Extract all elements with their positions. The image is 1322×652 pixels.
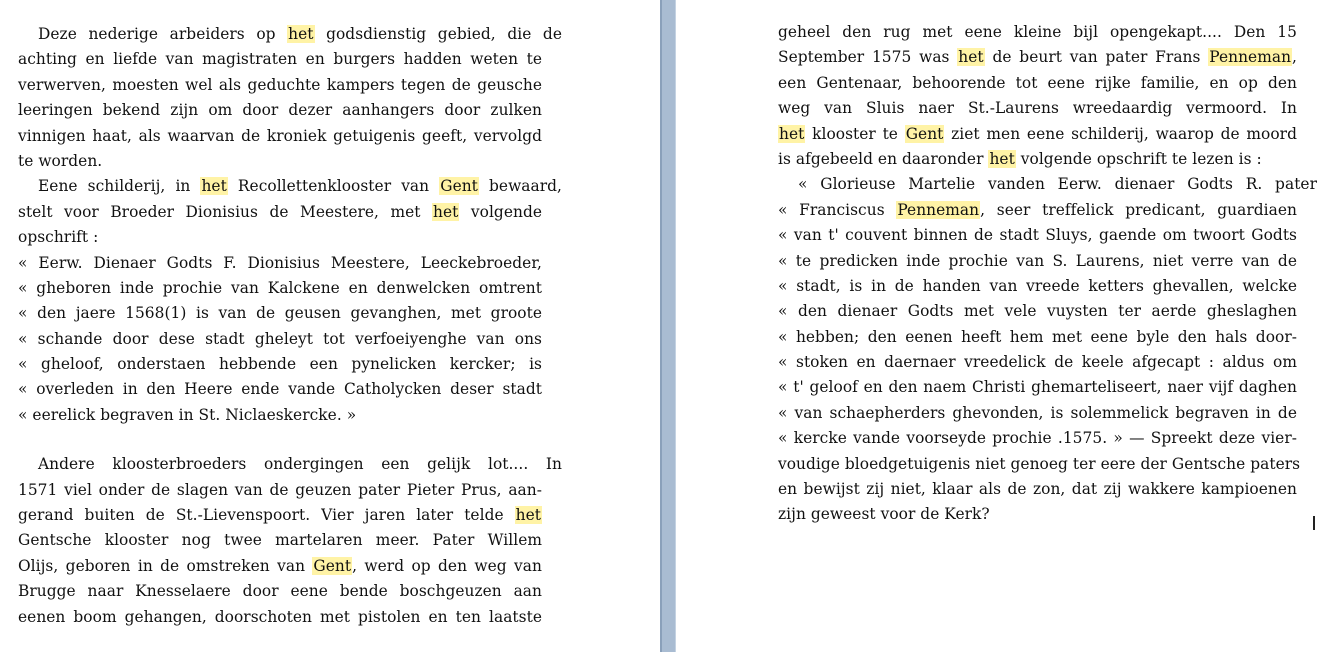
right-page-text-line: [778, 502, 1297, 527]
search-highlight: het: [201, 177, 227, 196]
text-segment: opschrift :: [18, 228, 99, 247]
text-segment: « den jaere 1568(1) is van de geusen gevanghen, met groote: [18, 304, 542, 323]
text-segment: , seer treffelick predicant, guardiaen: [980, 200, 1297, 219]
right-page-text-line: [778, 223, 1297, 248]
right-page-text-line: [778, 20, 1297, 45]
right-page-text-line: [778, 401, 1297, 426]
left-page-text-line: [18, 251, 542, 276]
right-page-text-line: [778, 274, 1297, 299]
text-segment: te worden.: [18, 151, 103, 170]
right-page-text-line: [778, 299, 1297, 324]
right-page-text-line: [778, 375, 1297, 400]
left-page-text-line: [18, 554, 542, 579]
left-page-text-line: [18, 225, 542, 250]
search-highlight: Gent: [905, 124, 944, 143]
left-page-text-line: [18, 452, 562, 477]
page-divider[interactable]: [660, 0, 676, 652]
search-highlight: Gent: [440, 177, 478, 196]
right-page-text-line: [778, 452, 1301, 477]
text-segment: weg van Sluis naer St.-Laurens wreedaardig vermoord. In: [778, 99, 1297, 118]
text-segment: « stadt, is in de handen van vreede ketters ghevallen, welcke: [778, 276, 1297, 295]
right-page-text-line: [778, 350, 1297, 375]
search-highlight: het: [779, 124, 805, 143]
right-page-text-line: [778, 426, 1297, 451]
text-segment: eenen boom gehangen, doorschoten met pistolen en ten laatste: [18, 607, 542, 626]
text-segment: , werd op den weg van: [352, 556, 542, 575]
text-segment: gerand buiten de St.-Lievenspoort. Vier jaren later telde: [18, 506, 515, 525]
left-page-text-line: [18, 124, 542, 149]
right-page-text-line: [778, 71, 1297, 96]
text-segment: voudige bloedgetuigenis niet genoeg ter eere der Gentsche paters: [778, 454, 1301, 473]
text-segment: leeringen bekend zijn om door dezer aanhangers door zulken: [18, 101, 542, 120]
left-page-text-line: [18, 98, 542, 123]
text-segment: ziet men eene schilderij, waarop de moord: [944, 124, 1297, 143]
left-page-text-line: [18, 403, 542, 428]
text-segment: « van t' couvent binnen de stadt Sluys, gaende om twoort Godts: [778, 226, 1297, 245]
text-segment: September 1575 was: [778, 48, 958, 67]
text-segment: « hebben; den eenen heeft hem met eene byle den hals door-: [778, 327, 1297, 346]
text-segment: stelt voor Broeder Dionisius de Meestere, met: [18, 202, 433, 221]
text-segment: geheel den rug met eene kleine bijl opengekapt.... Den 15: [778, 23, 1297, 41]
search-highlight: het: [433, 202, 459, 221]
right-page-text-line: [778, 122, 1297, 147]
text-segment: Eene schilderij, in: [38, 177, 201, 196]
left-page-text-line: [18, 47, 542, 72]
left-page-text-line: [18, 327, 542, 352]
text-segment: « Glorieuse Martelie vanden Eerw. dienaer Godts R. pater: [798, 175, 1317, 194]
text-segment: Recollettenklooster van: [227, 177, 440, 196]
left-page-text-line: [18, 579, 542, 604]
text-segment: klooster te: [805, 124, 905, 143]
text-segment: « gheboren inde prochie van Kalckene en denwelcken omtrent: [18, 278, 542, 297]
right-page-text-line: [778, 249, 1297, 274]
right-page-text-line: [778, 477, 1297, 502]
left-page-text-line: [18, 377, 542, 402]
text-segment: Andere kloosterbroeders ondergingen een gelijk lot.... In: [38, 455, 562, 474]
text-segment: « Franciscus: [778, 200, 897, 219]
text-segment: « stoken en daernaer vreedelick de keele afgecapt : aldus om: [778, 353, 1297, 372]
paragraph-gap: [18, 428, 660, 452]
text-segment: volgende opschrift te lezen is :: [1015, 149, 1262, 168]
text-segment: godsdienstig gebied, die de: [314, 25, 562, 43]
text-segment: « kercke vande voorseyde prochie .1575. » — Spreekt deze vier-: [778, 429, 1297, 448]
right-page-text-line: [778, 198, 1297, 223]
text-segment: vinnigen haat, als waarvan de kroniek getuigenis geeft, vervolgd: [18, 126, 542, 145]
text-segment: zijn geweest voor de Kerk?: [778, 505, 990, 524]
left-page-text-line: [18, 605, 542, 630]
left-page-text-line: [18, 478, 542, 503]
left-page-text-line: [18, 352, 542, 377]
right-page-text-line: [778, 45, 1297, 70]
text-segment: « schande door dese stadt gheleyt tot verfoeiyenghe van ons: [18, 329, 542, 348]
text-segment: is afgebeeld en daaronder: [778, 149, 989, 168]
text-segment: ,: [1292, 48, 1297, 67]
search-highlight: het: [288, 25, 314, 43]
left-page-text-line: [18, 73, 542, 98]
text-segment: achting en liefde van magistraten en burgers hadden weten te: [18, 50, 542, 69]
text-segment: Olijs, geboren in de omstreken van: [18, 556, 313, 575]
left-page-text-line: [18, 174, 562, 199]
text-segment: verwerven, moesten wel als geduchte kampers tegen de geusche: [18, 75, 542, 94]
left-page-text-line: [18, 503, 542, 528]
text-segment: en bewijst zij niet, klaar als de zon, dat zij wakkere kampioenen: [778, 480, 1297, 499]
right-document-page: [676, 0, 1322, 652]
left-page-text-line: [18, 149, 542, 174]
text-segment: bewaard,: [478, 177, 562, 196]
text-segment: Gentsche klooster nog twee martelaren meer. Pater Willem: [18, 531, 542, 550]
text-segment: « Eerw. Dienaer Godts F. Dionisius Meestere, Leeckebroeder,: [18, 253, 542, 272]
text-segment: « van schaepherders ghevonden, is solemmelick begraven in de: [778, 403, 1297, 422]
right-page-text-line: [778, 147, 1297, 172]
text-segment: 1571 viel onder de slagen van de geuzen pater Pieter Prus, aan-: [18, 480, 542, 499]
text-cursor: [1313, 516, 1315, 530]
text-segment: een Gentenaar, behoorende tot eene rijke familie, en op den: [778, 73, 1297, 92]
right-page-text-line: [778, 172, 1317, 197]
text-segment: « overleden in den Heere ende vande Catholycken deser stadt: [18, 380, 542, 399]
right-page-text-line: [778, 325, 1297, 350]
text-segment: « gheloof, onderstaen hebbende een pynelicken kercker; is: [18, 355, 542, 374]
text-segment: « eerelick begraven in St. Niclaeskercke. »: [18, 405, 357, 424]
text-segment: de beurt van pater Frans: [984, 48, 1209, 67]
search-highlight: het: [989, 149, 1015, 168]
search-highlight: Gent: [313, 556, 352, 575]
left-page-text-line: [18, 276, 542, 301]
search-highlight: het: [515, 506, 541, 525]
text-segment: « den dienaer Godts met vele vuysten ter aerde gheslaghen: [778, 302, 1297, 321]
search-highlight: het: [958, 48, 984, 67]
left-page-text-line: [18, 22, 562, 47]
text-segment: Deze nederige arbeiders op: [38, 25, 288, 43]
left-page-text-line: [18, 301, 542, 326]
search-highlight: Penneman: [1209, 48, 1292, 67]
right-page-text-line: [778, 96, 1297, 121]
text-segment: Brugge naar Knesselaere door eene bende boschgeuzen aan: [18, 582, 542, 601]
left-page-text-line: [18, 528, 542, 553]
left-document-page: [0, 0, 660, 652]
search-highlight: Penneman: [897, 200, 980, 219]
left-page-text-line: [18, 200, 542, 225]
text-segment: « t' geloof en den naem Christi ghemarteliseert, naer vijf daghen: [778, 378, 1297, 397]
text-segment: volgende: [459, 202, 543, 221]
text-segment: « te predicken inde prochie van S. Laurens, niet verre van de: [778, 251, 1297, 270]
